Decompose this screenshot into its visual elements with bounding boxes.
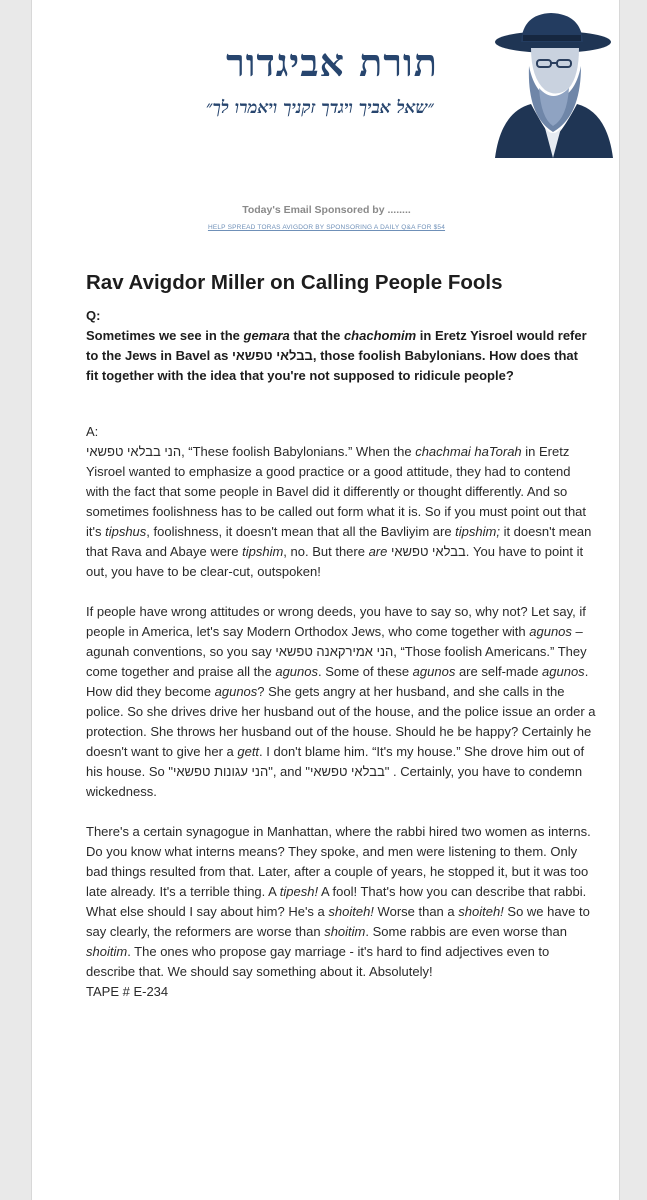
question-text: Sometimes we see in the gemara that the chachomim in Eretz Yisroel would refer to the Jews in Bavel as בבלאי טפשאי, those foolish Babylonians. How does that fit together with the idea that you're not supposed to ridicule people? <box>86 328 587 383</box>
sponsor-heading: Today's Email Sponsored by ........ <box>242 204 411 216</box>
masthead-motto: ״שאל אביך ויגדך זקניך ויאמרו לך״ <box>206 98 434 118</box>
sponsor-block <box>32 204 621 234</box>
email-page <box>31 0 620 1200</box>
rabbi-portrait-image <box>487 8 615 158</box>
answer-paragraph-1: הני בבלאי טפשאי, “These foolish Babylonians.” When the chachmai haTorah in Eretz Yisroel wanted to emphasize a good practice or a good attitude, they had to contend with the fact that some people in Bavel did it differently or thought differently. And so sometimes foolishness has to be called out form what it is. So if you must point out that it's tipshus, foolishness, it doesn't mean that all the Bavliyim are tipshim; it doesn't mean that Rava and Abaye were tipshim, no. But there are בבלאי טפשאי. You have to point it out, you have to be clear-cut, outspoken! <box>86 444 592 579</box>
sponsor-link[interactable]: HELP SPREAD TORAS AVIGDOR BY SPONSORING A DAILY Q&A FOR $54 <box>207 224 446 231</box>
masthead-title: תורת אביגדור <box>226 40 438 85</box>
answer-paragraph-2: If people have wrong attitudes or wrong deeds, you have to say so, why not? Let say, if people in America, let's say Modern Orthodox Jews, who come together with agunos – agunah conventions, so you say הני אמירקאנה טפשאי, “Those foolish Americans.” They come together and praise all the agunos. Some of these agunos are self-made agunos. How did they become agunos? She gets angry at her husband, and she calls in the police. So she drives drive her husband out of the house, and the police issue an order a protection. She throws her husband out of the house. Should he be happy? Certainly he doesn't want to give her a gett. I don't blame him. “It's my house.” She drove him out of his house. So "הני עגונות טפשאי", and "בבלאי טפשאי" . Certainly, you have to condemn wickedness. <box>86 604 596 799</box>
masthead <box>32 0 621 170</box>
article-title: Rav Avigdor Miller on Calling People Fools <box>86 271 503 294</box>
question-block <box>86 306 591 386</box>
answer-block <box>86 422 596 1002</box>
question-label: Q: <box>86 308 101 323</box>
answer-label: A: <box>86 424 99 439</box>
tape-reference: TAPE # E-234 <box>86 984 169 999</box>
answer-paragraph-3: There's a certain synagogue in Manhattan, where the rabbi hired two women as interns. Do you know what interns means? They spoke, and men were listening to them. Only bad things resulted from that. Later, after a couple of years, he stopped it, but it was too late already. It's a terrible thing. A tipesh! A fool! That's how you can describe that rabbi. What else should I say about him? He's a shoiteh! Worse than a shoiteh! So we have to say clearly, the reformers are worse than shoitim. Some rabbis are even worse than shoitim. The ones who propose gay marriage - it's hard to find adjectives even to describe that. We should say something about it. Absolutely! TAPE # E-234 <box>86 822 596 1002</box>
